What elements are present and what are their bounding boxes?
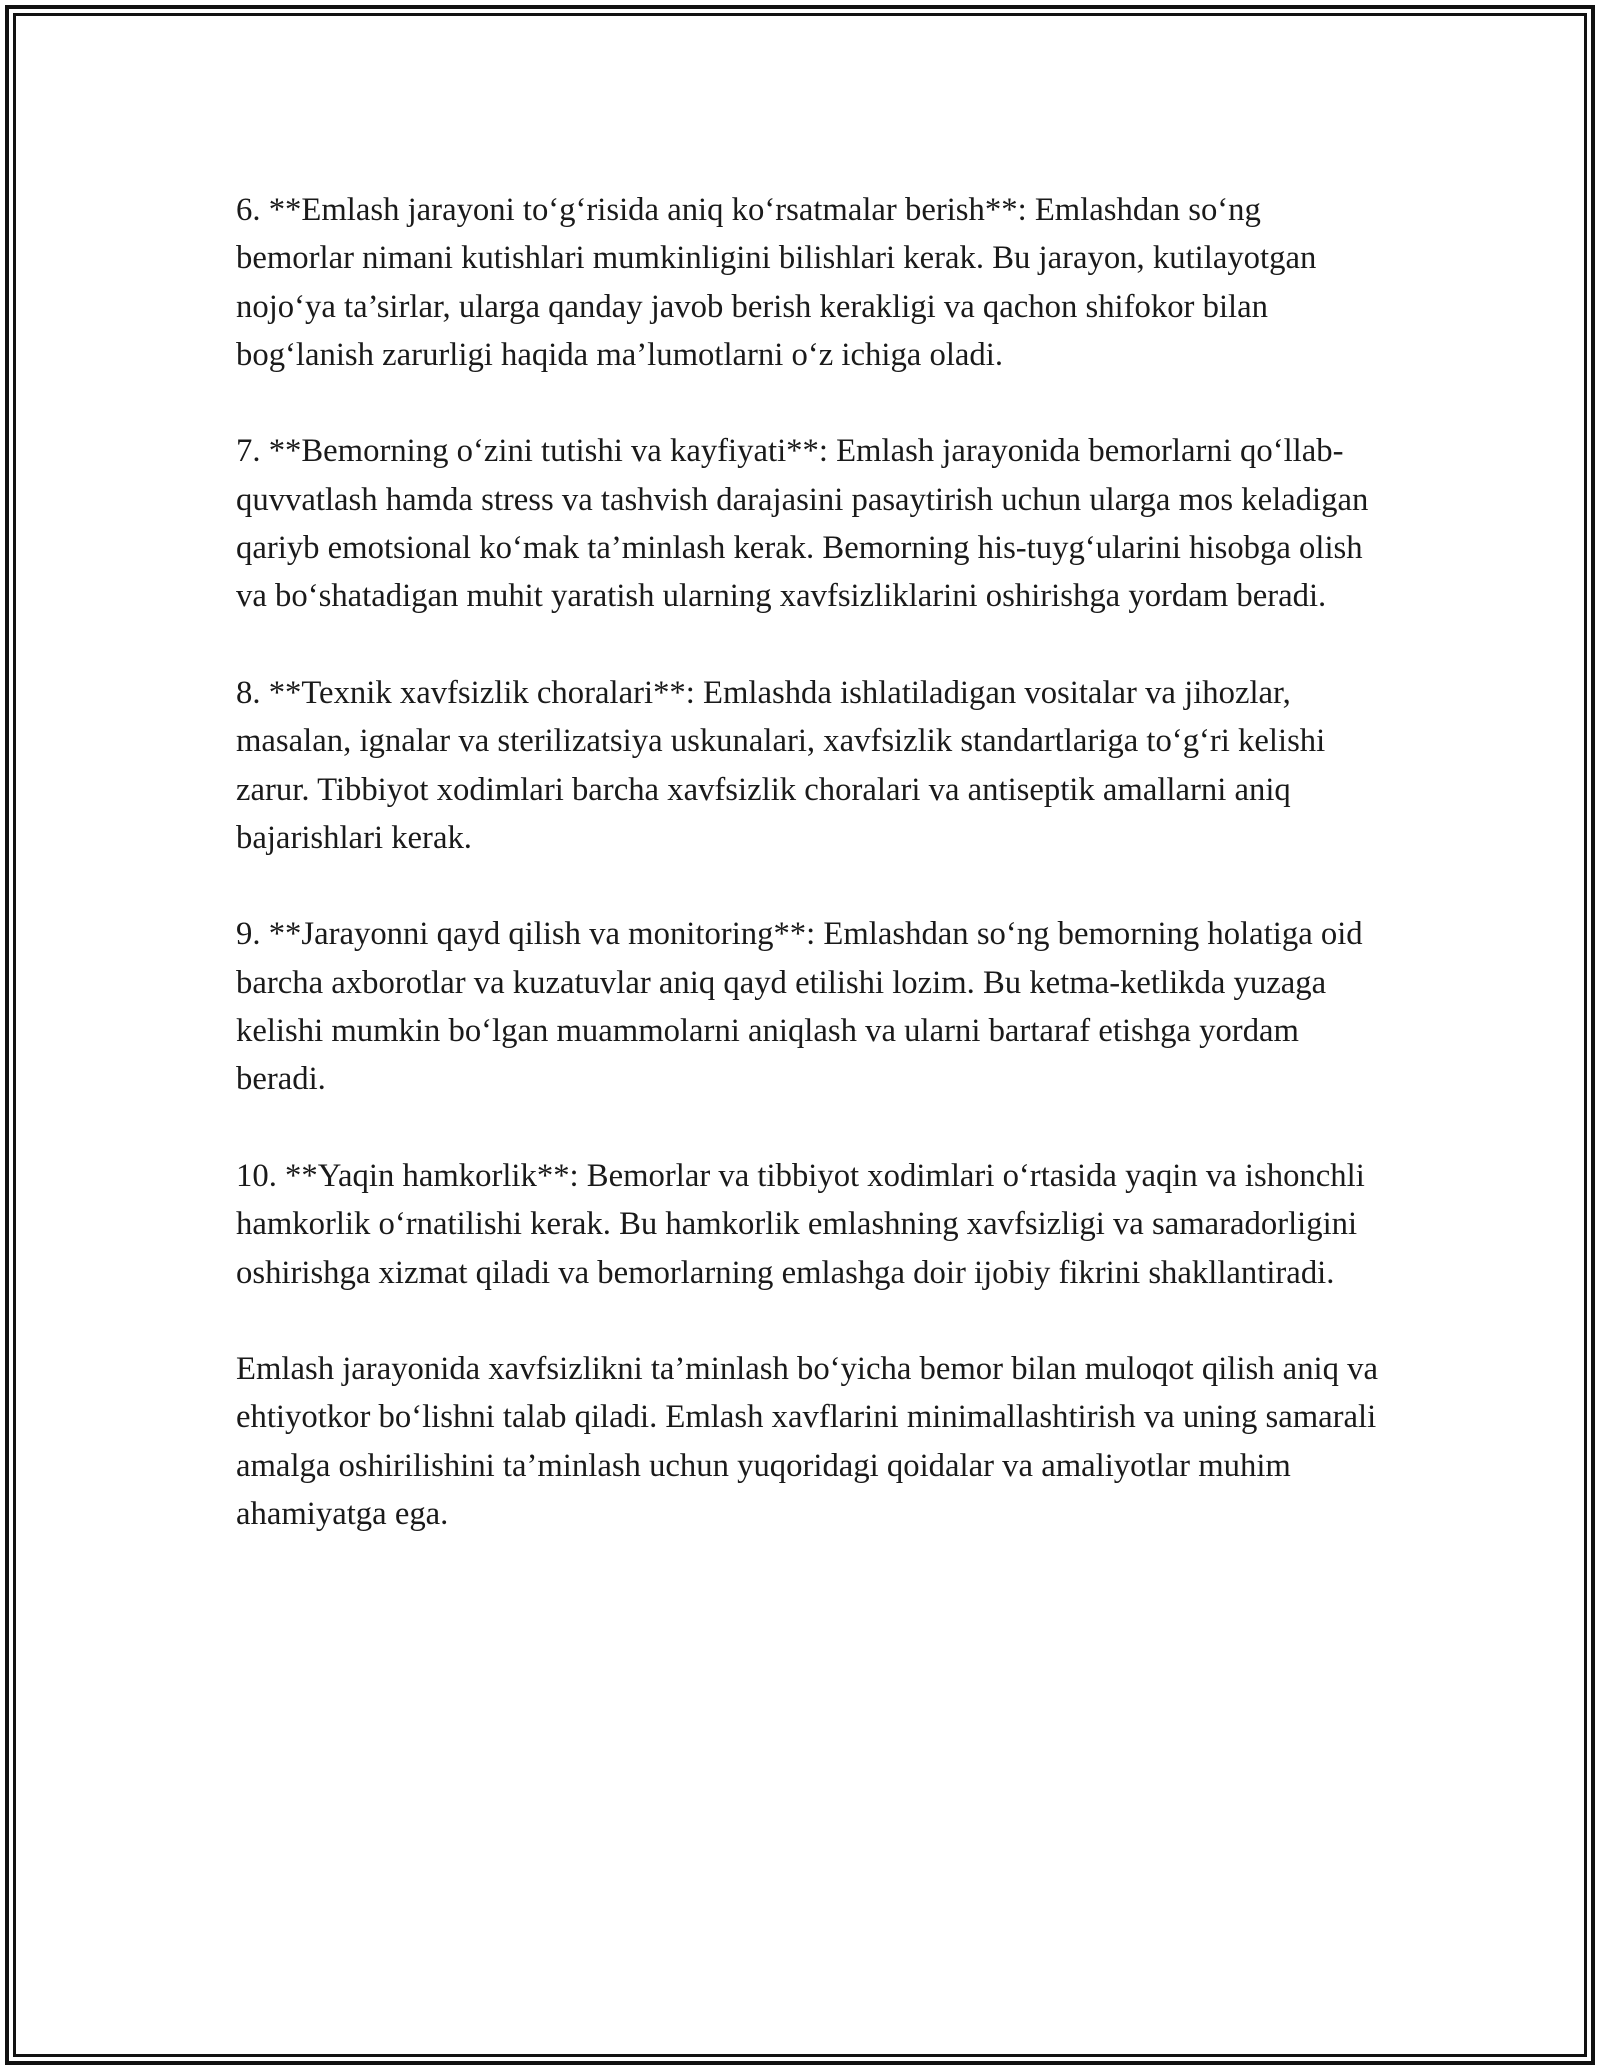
paragraph-item-8: 8. **Texnik xavfsizlik choralari**: Emlashda ishlatiladigan vositalar va jihozlar, masalan, ignalar va sterilizatsiya uskunalari, xavfsizlik standartlariga to‘g‘ri kelishi zarur. Tibbiyot xodimlari barcha xavfsizlik choralari va antiseptik amallarni aniq bajarishlari kerak. xyxy=(236,674,1326,856)
paragraph-item-10: 10. **Yaqin hamkorlik**: Bemorlar va tibbiyot xodimlari o‘rtasida yaqin va ishonchli hamkorlik o‘rnatilishi kerak. Bu hamkorlik emlashning xavfsizligi va samaradorligini oshirishga xizmat qiladi va bemorlarning emlashga doir ijobiy fikrini shakllantiradi. xyxy=(236,1157,1365,1291)
paragraph-item-7: 7. **Bemorning o‘zini tutishi va kayfiyati**: Emlash jarayonida bemorlarni qo‘llab-quvvatlash hamda stress va tashvish darajasini pasaytirish uchun ularga mos keladigan qariyb emotsional ko‘mak ta’minlash kerak. Bemorning his-tuyg‘ularini hisobga olish va bo‘shatadigan muhit yaratish ularning xavfsizliklarini oshirishga yordam beradi. xyxy=(236,433,1369,615)
paragraph-conclusion: Emlash jarayonida xavfsizlikni ta’minlash bo‘yicha bemor bilan muloqot qilish aniq va ehtiyotkor bo‘lishni talab qiladi. Emlash xavflarini minimallashtirish va uning samarali amalga oshirilishini ta’minlash uchun yuqoridagi qoidalar va amaliyotlar muhim ahamiyatga ega. xyxy=(236,1351,1378,1533)
paragraph-item-9: 9. **Jarayonni qayd qilish va monitoring**: Emlashdan so‘ng bemorning holatiga oid barcha axborotlar va kuzatuvlar aniq qayd etilishi lozim. Bu ketma-ketlikda yuzaga kelishi mumkin bo‘lgan muammolarni aniqlash va ularni bartaraf etishga yordam beradi. xyxy=(236,916,1363,1098)
document-body xyxy=(236,186,1386,1538)
paragraph-item-6: 6. **Emlash jarayoni to‘g‘risida aniq ko‘rsatmalar berish**: Emlashdan so‘ng bemorlar nimani kutishlari mumkinligini bilishlari kerak. Bu jarayon, kutilayotgan nojo‘ya ta’sirlar, ularga qanday javob berish kerakligi va qachon shifokor bilan bog‘lanish zarurligi haqida ma’lumotlarni o‘z ichiga oladi. xyxy=(236,192,1317,373)
